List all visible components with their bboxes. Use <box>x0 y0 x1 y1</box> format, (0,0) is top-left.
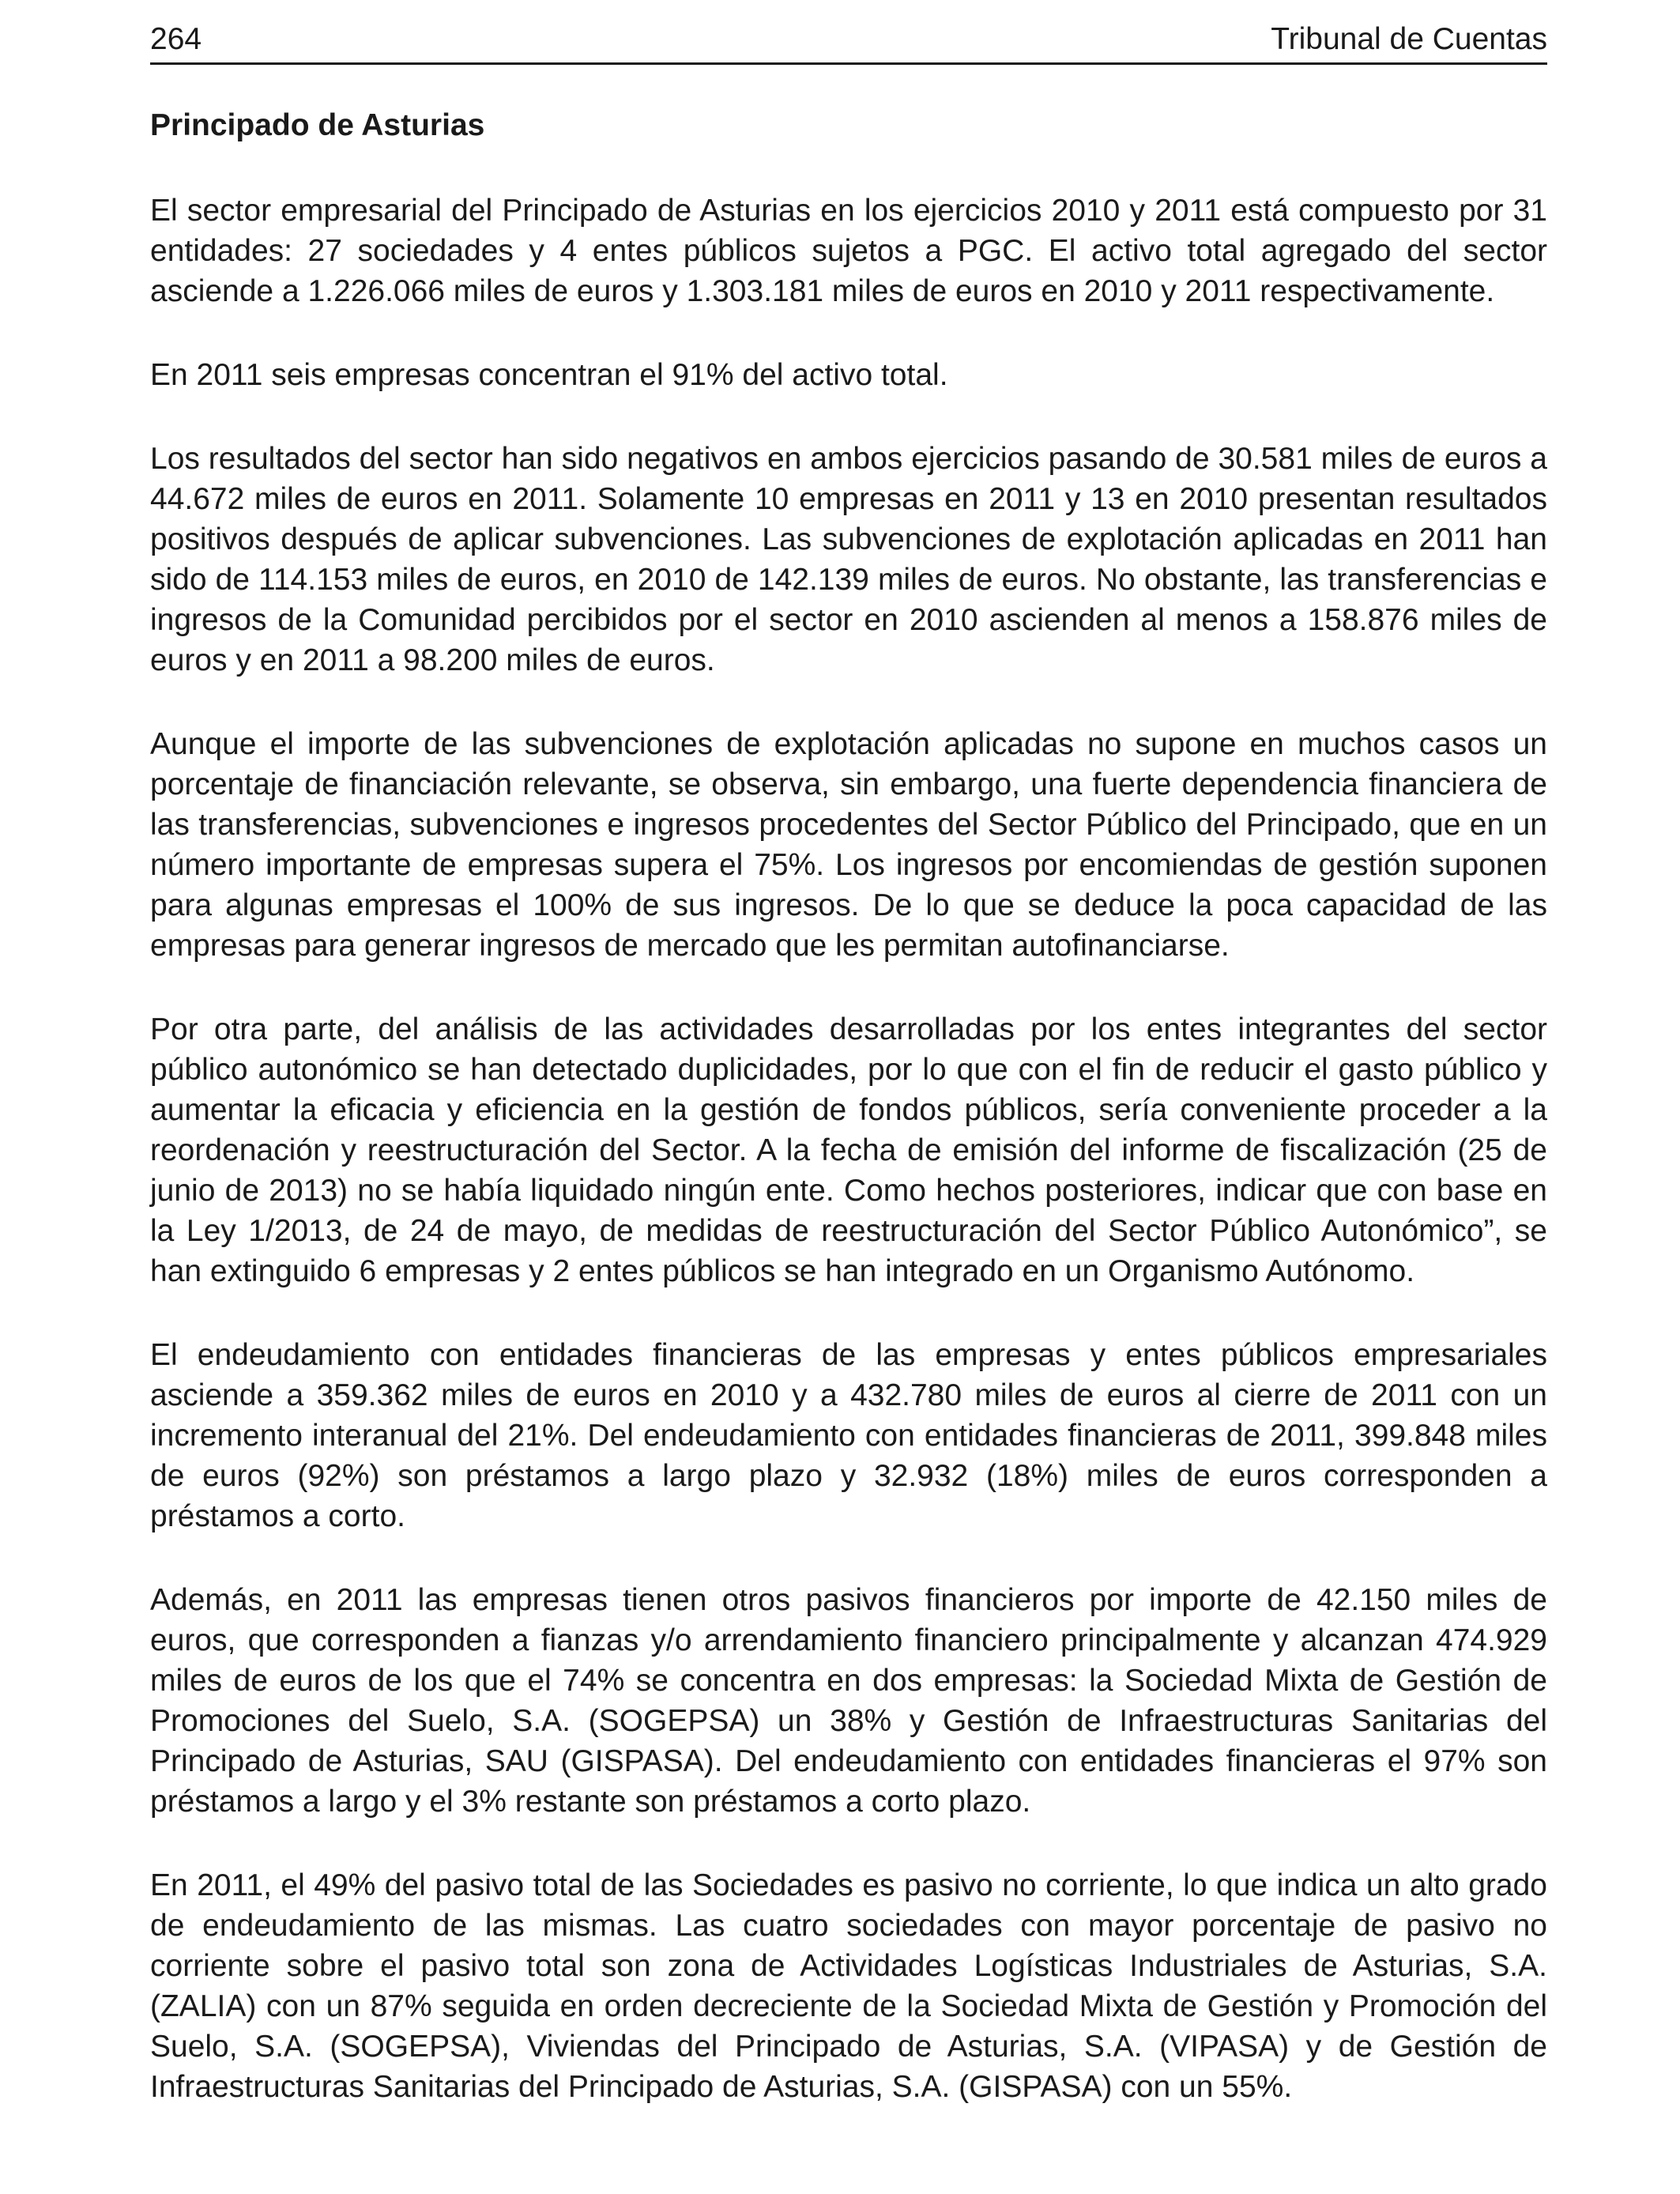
paragraph-noncurrent-liabilities: En 2011, el 49% del pasivo total de las Sociedades es pasivo no corriente, lo que indica un alto grado de endeudamiento de las mismas. Las cuatro sociedades con mayor porcentaje de pasivo no corriente sobre el pasivo total son zona de Actividades Logísticas Industriales de Asturias, S.A. (ZALIA) con un 87% seguida en orden decreciente de la Sociedad Mixta de Gestión y Promoción del Suelo, S.A. (SOGEPSA), Viviendas del Principado de Asturias, S.A. (VIPASA) y de Gestión de Infraestructuras Sanitarias del Principado de Asturias, S.A. (GISPASA) con un 55%. <box>150 1868 1547 2104</box>
paragraph-other-liabilities: Además, en 2011 las empresas tienen otros pasivos financieros por importe de 42.150 miles de euros, que corresponden a fianzas y/o arrendamiento financiero principalmente y alcanzan 474.929 miles de euros de los que el 74% se concentra en dos empresas: la Sociedad Mixta de Gestión de Promociones del Suelo, S.A. (SOGEPSA) un 38% y Gestión de Infraestructuras Sanitarias del Principado de Asturias, SAU (GISPASA). Del endeudamiento con entidades financieras el 97% son préstamos a largo y el 3% restante son préstamos a corto plazo. <box>150 1582 1547 1819</box>
paragraph-bank-debt: El endeudamiento con entidades financieras de las empresas y entes públicos empresariales asciende a 359.362 miles de euros en 2010 y a 432.780 miles de euros al cierre de 2011 con un incremento interanual del 21%. Del endeudamiento con entidades financieras de 2011, 399.848 miles de euros (92%) son préstamos a largo plazo y 32.932 (18%) miles de euros corresponden a préstamos a corto. <box>150 1337 1547 1533</box>
paragraph-financial-dependence: Aunque el importe de las subvenciones de explotación aplicadas no supone en muchos casos un porcentaje de financiación relevante, se observa, sin embargo, una fuerte dependencia financiera de las transferencias, subvenciones e ingresos procedentes del Sector Público del Principado, que en un número importante de empresas supera el 75%. Los ingresos por encomiendas de gestión suponen para algunas empresas el 100% de sus ingresos. De lo que se deduce la poca capacidad de las empresas para generar ingresos de mercado que les permitan autofinanciarse. <box>150 726 1547 963</box>
body-text <box>150 190 1547 2107</box>
document-page <box>150 24 1547 2151</box>
page-number: 264 <box>150 22 202 56</box>
paragraph-results: Los resultados del sector han sido negativos en ambos ejercicios pasando de 30.581 miles de euros a 44.672 miles de euros en 2011. Solamente 10 empresas en 2011 y 13 en 2010 presentan resultados positivos después de aplicar subvenciones. Las subvenciones de explotación aplicadas en 2011 han sido de 114.153 miles de euros, en 2010 de 142.139 miles de euros. No obstante, las transferencias e ingresos de la Comunidad percibidos por el sector en 2010 ascienden al menos a 158.876 miles de euros y en 2011 a 98.200 miles de euros. <box>150 441 1547 677</box>
paragraph-sector-overview: El sector empresarial del Principado de Asturias en los ejercicios 2010 y 2011 está compuesto por 31 entidades: 27 sociedades y 4 entes públicos sujetos a PGC. El activo total agregado del sector asciende a 1.226.066 miles de euros y 1.303.181 miles de euros en 2010 y 2011 respectivamente. <box>150 193 1547 308</box>
paragraph-asset-concentration: En 2011 seis empresas concentran el 91% del activo total. <box>150 357 948 392</box>
section-title: Principado de Asturias <box>150 108 485 142</box>
running-header <box>150 24 1547 65</box>
paragraph-restructuring: Por otra parte, del análisis de las actividades desarrolladas por los entes integrantes del sector público autonómico se han detectado duplicidades, por lo que con el fin de reducir el gasto público y aumentar la eficacia y eficiencia en la gestión de fondos públicos, sería conveniente proceder a la reordenación y reestructuración del Sector. A la fecha de emisión del informe de fiscalización (25 de junio de 2013) no se había liquidado ningún ente. Como hechos posteriores, indicar que con base en la Ley 1/2013, de 24 de mayo, de medidas de reestructuración del Sector Público Autonómico”, se han extinguido 6 empresas y 2 entes públicos se han integrado en un Organismo Autónomo. <box>150 1012 1547 1288</box>
publication-name: Tribunal de Cuentas <box>1271 22 1547 56</box>
